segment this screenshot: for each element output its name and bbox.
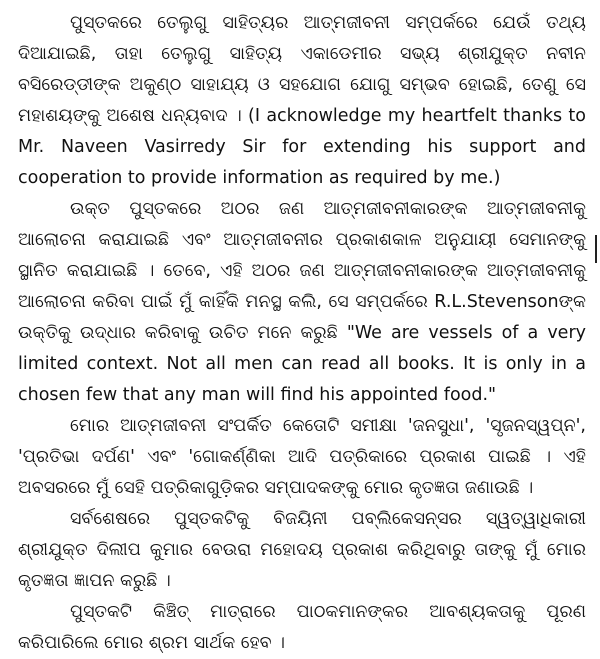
paragraph-publisher-thanks: ସର୍ବଶେଷରେ ପୁସ୍ତକଟିକୁ ବିଜୟିନୀ ପବ୍ଲିକେସନ୍ସର ସ୍ୱତ୍ୱାଧିକାରୀ ଶ୍ରୀଯୁକ୍ତ ଦିଲୀପ କୁମାର ବେଉରା ମହୋଦୟ ପ୍ରକାଶ କରିଥିବାରୁ ତାଙ୍କୁ ମୁଁ ମୋର କୃତଜ୍ଞତା ଜ୍ଞାପନ କରୁଛି । — [18, 509, 586, 591]
paragraph-closing: ପୁସ୍ତକଟି କିଞ୍ଚିତ୍ ମାତ୍ରାରେ ପାଠକମାନଙ୍କର ଆବଶ୍ୟକତାକୁ ପୂରଣ କରିପାରିଲେ ମୋର ଶ୍ରମ ସାର୍ଥକ ହେବ । — [18, 602, 586, 653]
paragraph-autobiographers: ଉକ୍ତ ପୁସ୍ତକରେ ଅଠର ଜଣ ଆତ୍ମଜୀବନୀକାରଙ୍କ ଆତ୍ମଜୀବନୀକୁ ଆଲୋଚନା କରାଯାଇଛି ଏବଂ ଆତ୍ମଜୀବନୀର ପ୍ରକାଶକାଳ ଅନୁଯାୟୀ ସେମାନଙ୍କୁ ସ୍ଥାନିତ କରାଯାଇଛି । ତେବେ, ଏହି ଅଠର ଜଣ ଆତ୍ମଜୀବନୀକାରଙ୍କ ଆତ୍ମଜୀବନୀକୁ ଆଲୋଚନା କରିବା ପାଇଁ ମୁଁ କାହିଁକି ମନସ୍ଥ କଲି, ସେ ସମ୍ପର୍କରେ R.L.Stevensonଙ୍କ ଉକ୍ତିକୁ ଉଦ୍ଧାର କରିବାକୁ ଉଚିତ ମନେ କରୁଛି "We are vessels of a very limited context. Not all men can read all books. It is only in a chosen few that any man will find his appointed food." — [18, 199, 586, 405]
scan-edge-mark — [595, 235, 597, 263]
paragraph-reviews: ମୋର ଆତ୍ମଜୀବନୀ ସଂପର୍କିତ କେତୋଟି ସମୀକ୍ଷା 'ଜନସୁଧା', 'ସୃଜନସ୍ୱପ୍ନ', 'ପ୍ରତିଭା ଦର୍ପଣ' ଏବଂ 'ଗୋକର୍ଣ୍ଣିକା ଆଦି ପତ୍ରିକାରେ ପ୍ରକାଶ ପାଇଛି । ଏହି ଅବସରରେ ମୁଁ ସେହି ପତ୍ରିକାଗୁଡ଼ିକର ସମ୍ପାଦକଙ୍କୁ ମୋର କୃତଜ୍ଞତା ଜଣାଉଛି । — [18, 416, 586, 498]
paragraph-acknowledgement: ପୁସ୍ତକରେ ତେଲୁଗୁ ସାହିତ୍ୟର ଆତ୍ମଜୀବନୀ ସମ୍ପର୍କରେ ଯେଉଁ ତଥ୍ୟ ଦିଆଯାଇଛି, ତାହା ତେଲୁଗୁ ସାହିତ୍ୟ ଏକାଡେମୀର ସଭ୍ୟ ଶ୍ରୀଯୁକ୍ତ ନବୀନ ବସିରେଡ୍ଡୀଙ୍କ ଅକୁଣ୍ଠ ସାହାଯ୍ୟ ଓ ସହଯୋଗ ଯୋଗୁ ସମ୍ଭବ ହୋଇଛି, ତେଣୁ ସେ ମହାଶୟଙ୍କୁ ଅଶେଷ ଧନ୍ୟବାଦ । (I acknowledge my heartfelt thanks to Mr. Naveen Vasirredy Sir for extending his support and cooperation to provide information as required by me.) — [18, 13, 586, 188]
